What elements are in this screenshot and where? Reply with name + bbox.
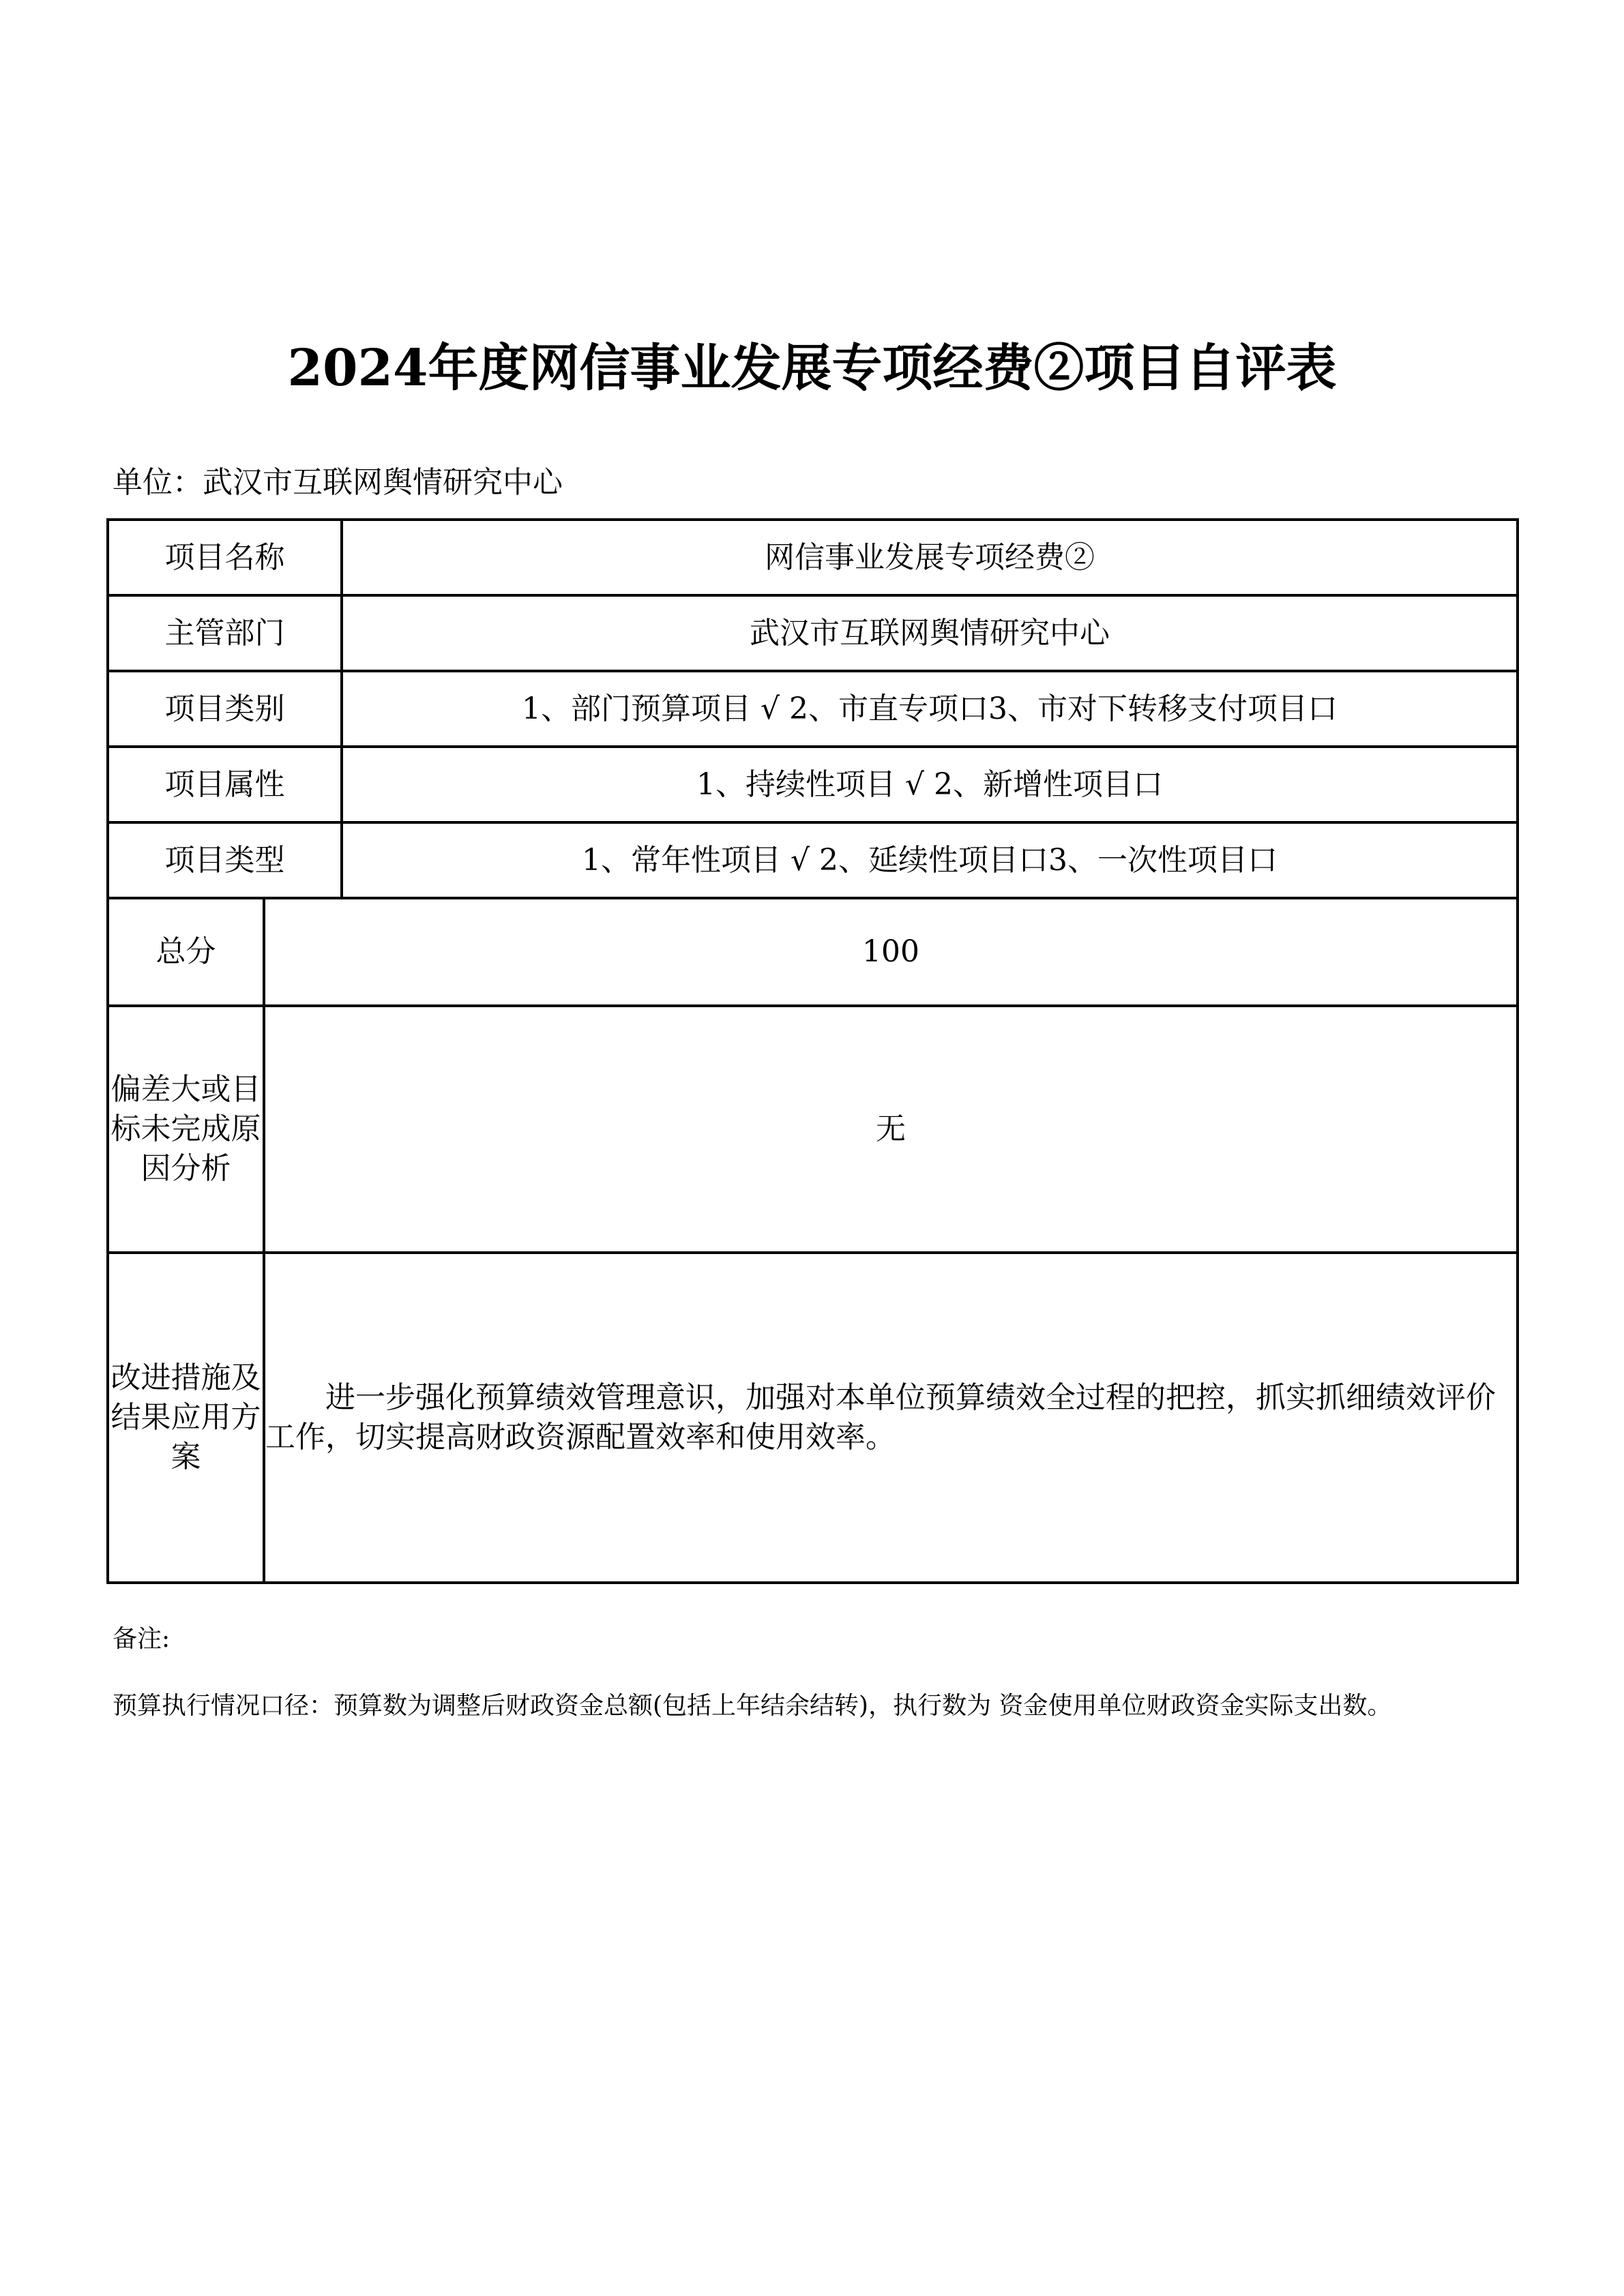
label-project-name: 项目名称 <box>108 520 342 595</box>
label-department: 主管部门 <box>108 595 342 671</box>
row-type <box>108 822 1518 898</box>
page-title: 2024年度网信事业发展专项经费②项目自评表 <box>287 339 1337 398</box>
row-category <box>108 671 1518 747</box>
value-type: 1、常年性项目 √ 2、延续性项目口3、一次性项目口 <box>342 822 1518 898</box>
value-project-name: 网信事业发展专项经费② <box>342 520 1518 595</box>
label-total-score: 总分 <box>108 898 264 1006</box>
label-category: 项目类别 <box>108 671 342 747</box>
value-improvement <box>264 1253 1518 1583</box>
value-deviation: 无 <box>264 1006 1518 1253</box>
evaluation-table <box>106 518 1519 1584</box>
value-category: 1、部门预算项目 √ 2、市直专项口3、市对下转移支付项目口 <box>342 671 1518 747</box>
value-department: 武汉市互联网舆情研究中心 <box>342 595 1518 671</box>
row-attribute <box>108 747 1518 822</box>
label-deviation: 偏差大或目标未完成原因分析 <box>108 1006 264 1253</box>
row-project-name <box>108 520 1518 595</box>
value-total-score: 100 <box>264 898 1518 1006</box>
row-department <box>108 595 1518 671</box>
unit-line: 单位：武汉市互联网舆情研究中心 <box>113 465 563 500</box>
notes-heading: 备注: <box>113 1625 171 1653</box>
label-type: 项目类型 <box>108 822 342 898</box>
improvement-text: 进一步强化预算绩效管理意识，加强对本单位预算绩效全过程的把控，抓实抓细绩效评价工作，切实提高财政资源配置效率和使用效率。 <box>265 1380 1496 1455</box>
row-improvement <box>108 1253 1518 1583</box>
label-attribute: 项目属性 <box>108 747 342 822</box>
label-improvement: 改进措施及 结果应用方案 <box>108 1253 264 1583</box>
value-attribute: 1、持续性项目 √ 2、新增性项目口 <box>342 747 1518 822</box>
row-deviation <box>108 1006 1518 1253</box>
notes-text: 预算执行情况口径：预算数为调整后财政资金总额(包括上年结余结转)，执行数为 资金使用单位财政资金实际支出数。 <box>113 1692 1392 1720</box>
row-total-score <box>108 898 1518 1006</box>
